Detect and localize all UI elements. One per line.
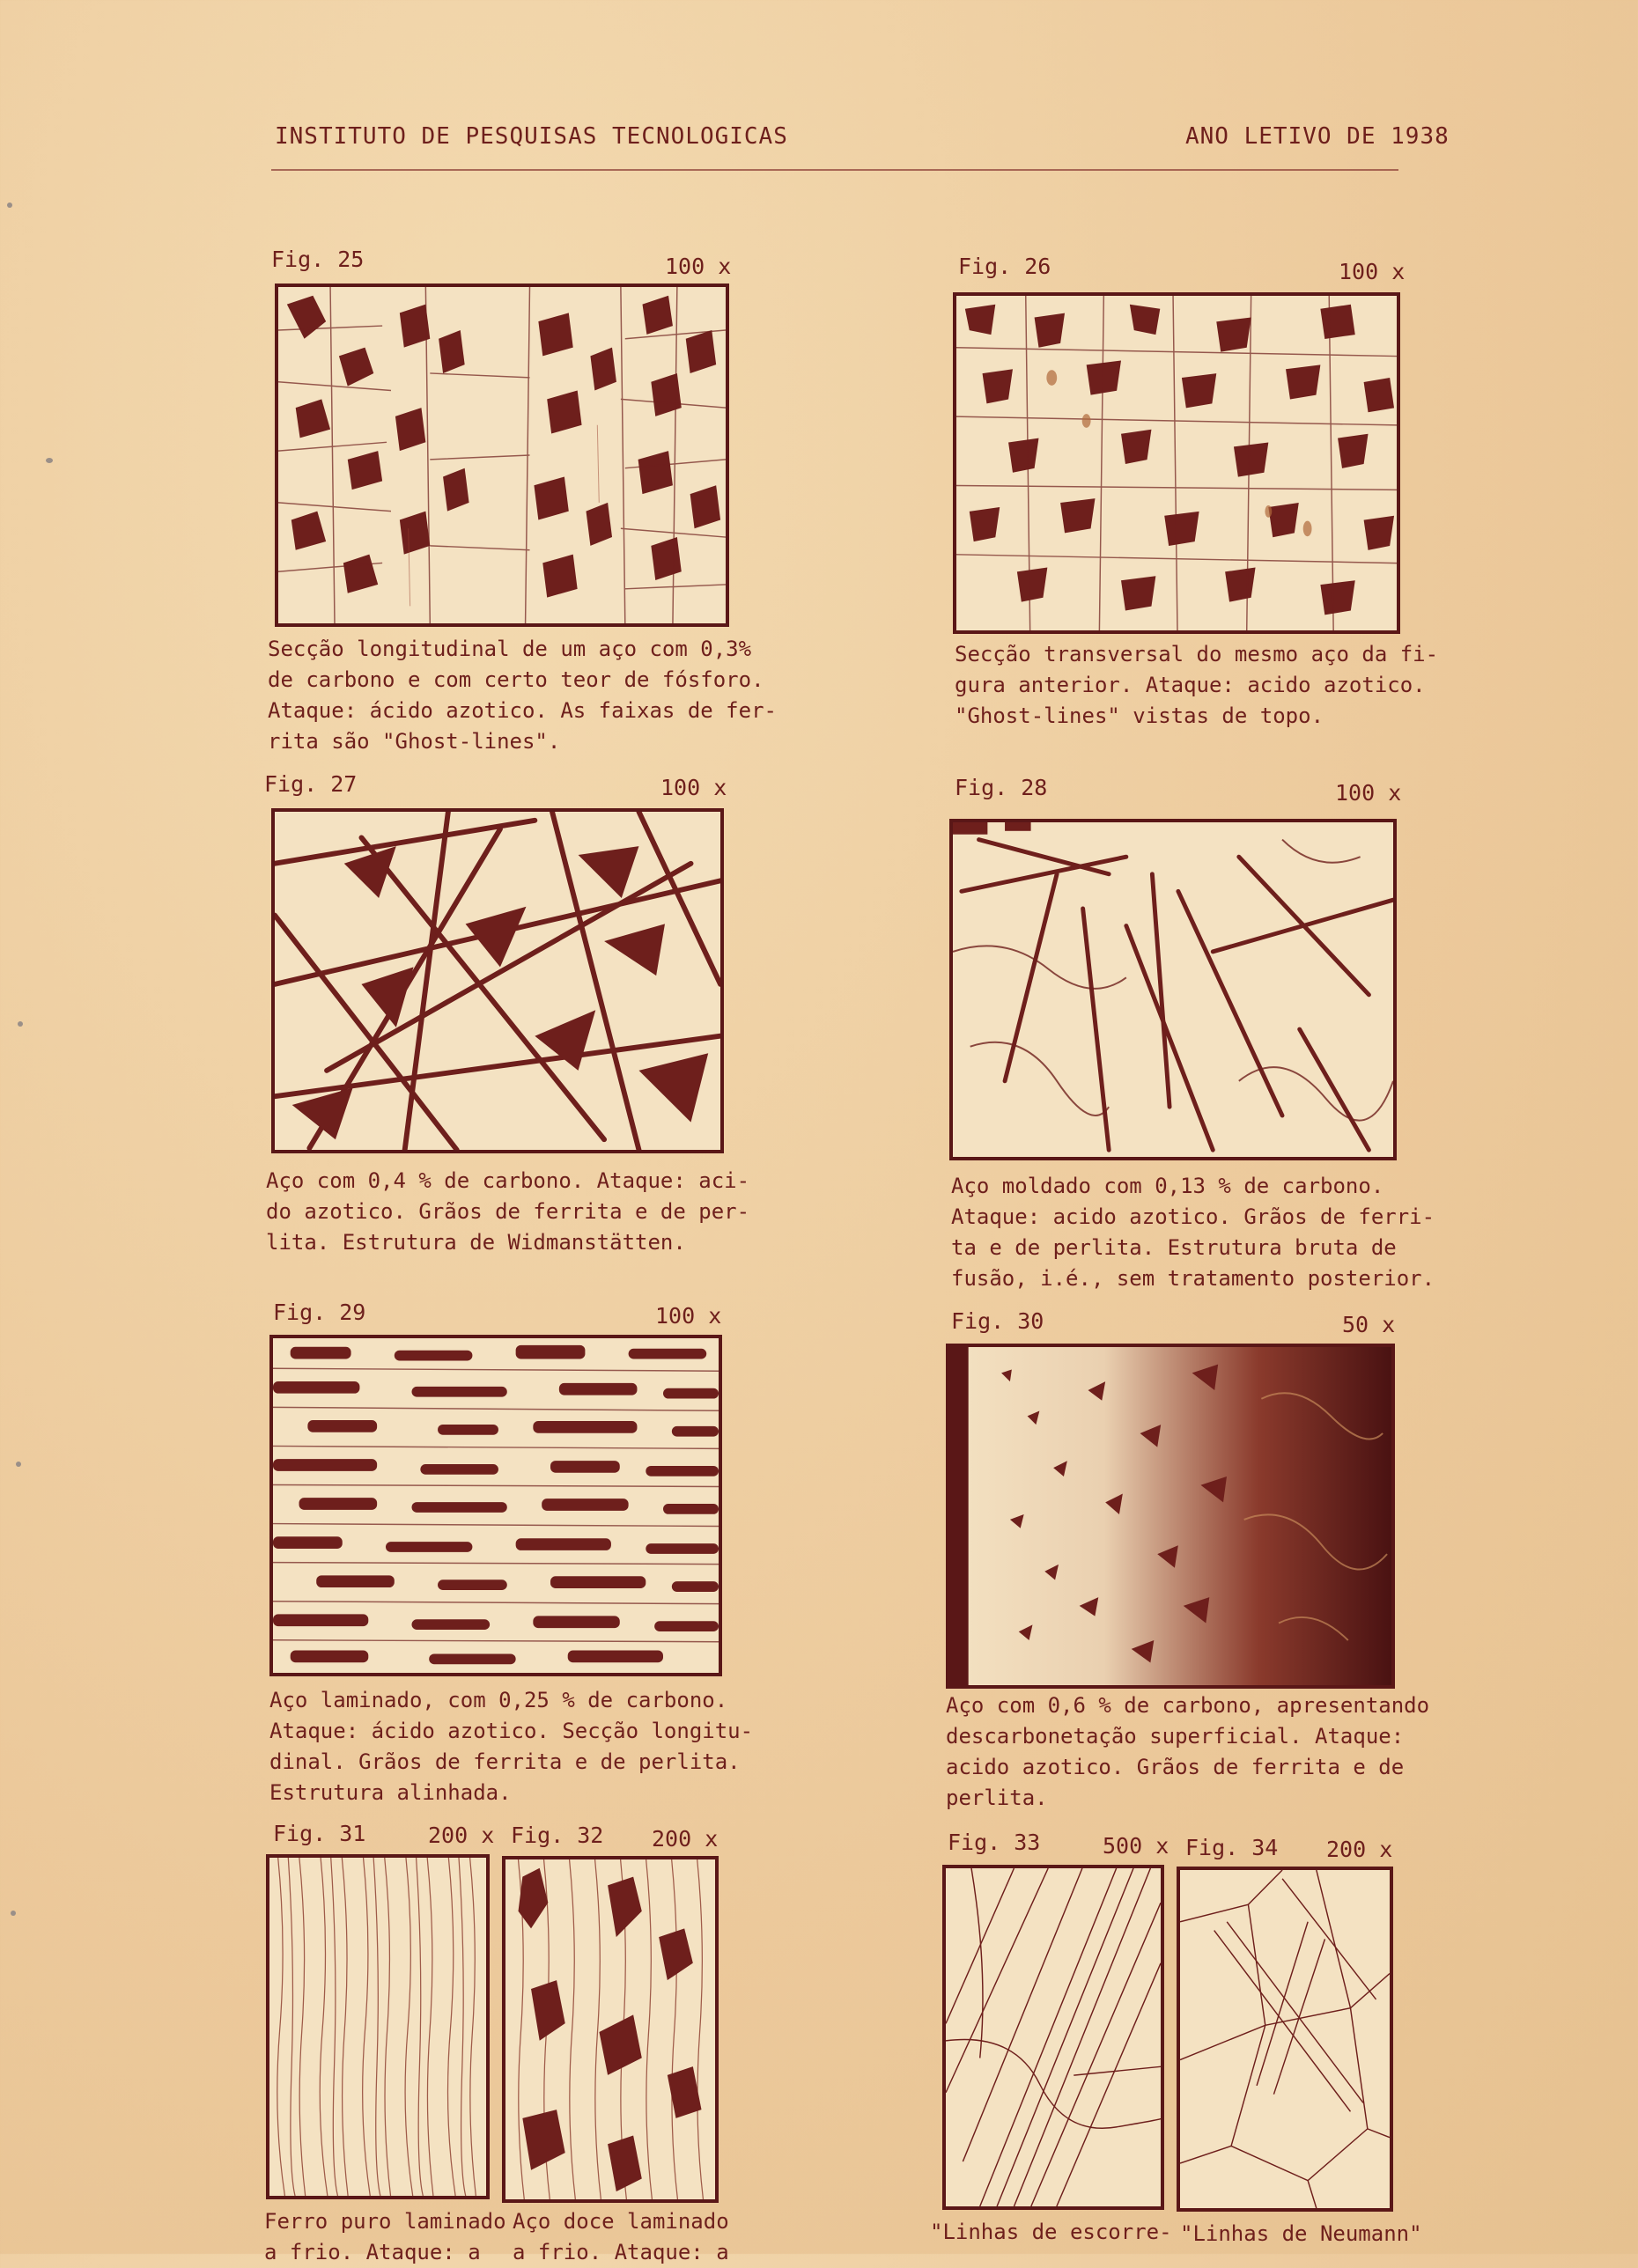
caption-line: Aço doce laminado bbox=[513, 2209, 729, 2234]
caption-line: Aço moldado com 0,13 % de carbono. bbox=[951, 1174, 1384, 1198]
paper-speck bbox=[16, 1462, 21, 1467]
paper-speck bbox=[7, 202, 12, 208]
caption-line: gura anterior. Ataque: acido azotico. bbox=[955, 673, 1426, 697]
fig-29-magnification: 100 x bbox=[655, 1303, 722, 1329]
paper-speck bbox=[18, 1021, 23, 1027]
caption-line: Ataque: acido azotico. Grãos de ferri- bbox=[951, 1204, 1435, 1229]
fig-33-micrograph bbox=[942, 1865, 1164, 2210]
caption-line: descarbonetação superficial. Ataque: bbox=[946, 1724, 1405, 1749]
caption-line: do azotico. Grãos de ferrita e de per- bbox=[266, 1199, 750, 1224]
paper-speck bbox=[11, 1911, 16, 1916]
fig-30-label: Fig. 30 bbox=[951, 1308, 1044, 1334]
fig-32-micrograph bbox=[502, 1856, 719, 2203]
fig-31-micrograph bbox=[266, 1854, 490, 2199]
fig-26-label: Fig. 26 bbox=[958, 254, 1051, 279]
caption-line: "Linhas de escorre- bbox=[930, 2220, 1172, 2244]
fig-31-label: Fig. 31 bbox=[273, 1821, 366, 1846]
fig-28-magnification: 100 x bbox=[1335, 780, 1402, 806]
fig-26-micrograph bbox=[953, 292, 1400, 634]
year-header: ANO LETIVO DE 1938 bbox=[1185, 123, 1450, 150]
paper-speck bbox=[46, 458, 53, 463]
fig-34-micrograph bbox=[1177, 1867, 1393, 2212]
caption-line: "Linhas de Neumann" bbox=[1180, 2221, 1422, 2246]
fig-29-label: Fig. 29 bbox=[273, 1300, 366, 1325]
fig-30-micrograph bbox=[946, 1344, 1395, 1689]
caption-line: "Ghost-lines" vistas de topo. bbox=[955, 703, 1324, 728]
institute-header: INSTITUTO DE PESQUISAS TECNOLOGICAS bbox=[275, 123, 788, 150]
fig-25-micrograph bbox=[275, 284, 729, 627]
caption-line: Estrutura alinhada. bbox=[269, 1780, 512, 1805]
fig-25-label: Fig. 25 bbox=[271, 247, 365, 272]
fig-29-micrograph bbox=[269, 1335, 722, 1676]
caption-line: de carbono e com certo teor de fósforo. bbox=[268, 667, 764, 692]
fig-32-magnification: 200 x bbox=[652, 1826, 719, 1852]
fig-27-micrograph bbox=[271, 808, 724, 1153]
fig-26-caption bbox=[955, 639, 1438, 732]
caption-line: lita. Estrutura de Widmanstätten. bbox=[266, 1230, 686, 1255]
fig-33-magnification: 500 x bbox=[1103, 1833, 1169, 1859]
caption-line: Ferro puro laminado bbox=[264, 2209, 506, 2234]
caption-line: Secção transversal do mesmo aço da fi- bbox=[955, 642, 1439, 666]
fig-34-caption bbox=[1180, 2219, 1422, 2250]
fig-27-caption bbox=[266, 1166, 749, 1258]
fig-31-caption bbox=[264, 2206, 506, 2268]
fig-28-micrograph bbox=[949, 819, 1397, 1160]
fig-31-magnification: 200 x bbox=[428, 1822, 495, 1848]
fig-32-caption bbox=[513, 2206, 729, 2268]
caption-line: a frio. Ataque: a bbox=[513, 2240, 729, 2264]
caption-line: rita são "Ghost-lines". bbox=[268, 729, 561, 754]
fig-29-caption bbox=[269, 1685, 753, 1808]
fig-28-caption bbox=[951, 1171, 1435, 1294]
caption-line: ta e de perlita. Estrutura bruta de bbox=[951, 1235, 1397, 1260]
fig-26-magnification: 100 x bbox=[1339, 259, 1406, 284]
caption-line: Secção longitudinal de um aço com 0,3% bbox=[268, 637, 752, 661]
fig-34-label: Fig. 34 bbox=[1185, 1835, 1279, 1860]
fig-30-caption bbox=[946, 1690, 1429, 1814]
fig-27-label: Fig. 27 bbox=[264, 771, 358, 797]
caption-line: fusão, i.é., sem tratamento posterior. bbox=[951, 1266, 1435, 1291]
caption-line: Ataque: ácido azotico. Secção longitu- bbox=[269, 1719, 754, 1743]
fig-25-caption bbox=[268, 634, 777, 757]
fig-32-label: Fig. 32 bbox=[511, 1822, 604, 1848]
fig-28-label: Fig. 28 bbox=[955, 775, 1048, 800]
caption-line: dinal. Grãos de ferrita e de perlita. bbox=[269, 1749, 741, 1774]
header-rule bbox=[271, 169, 1398, 171]
caption-line: Aço laminado, com 0,25 % de carbono. bbox=[269, 1688, 728, 1712]
fig-33-label: Fig. 33 bbox=[948, 1830, 1041, 1855]
fig-25-magnification: 100 x bbox=[665, 254, 732, 279]
caption-line: Aço com 0,6 % de carbono, apresentando bbox=[946, 1693, 1430, 1718]
fig-30-magnification: 50 x bbox=[1342, 1312, 1396, 1337]
caption-line: Ataque: ácido azotico. As faixas de fer- bbox=[268, 698, 777, 723]
caption-line: a frio. Ataque: a bbox=[264, 2240, 481, 2264]
fig-27-magnification: 100 x bbox=[660, 775, 727, 800]
caption-line: acido azotico. Grãos de ferrita e de bbox=[946, 1755, 1405, 1779]
fig-33-caption bbox=[930, 2217, 1172, 2248]
fig-34-magnification: 200 x bbox=[1326, 1837, 1393, 1862]
caption-line: perlita. bbox=[946, 1786, 1048, 1810]
caption-line: Aço com 0,4 % de carbono. Ataque: aci- bbox=[266, 1168, 750, 1193]
